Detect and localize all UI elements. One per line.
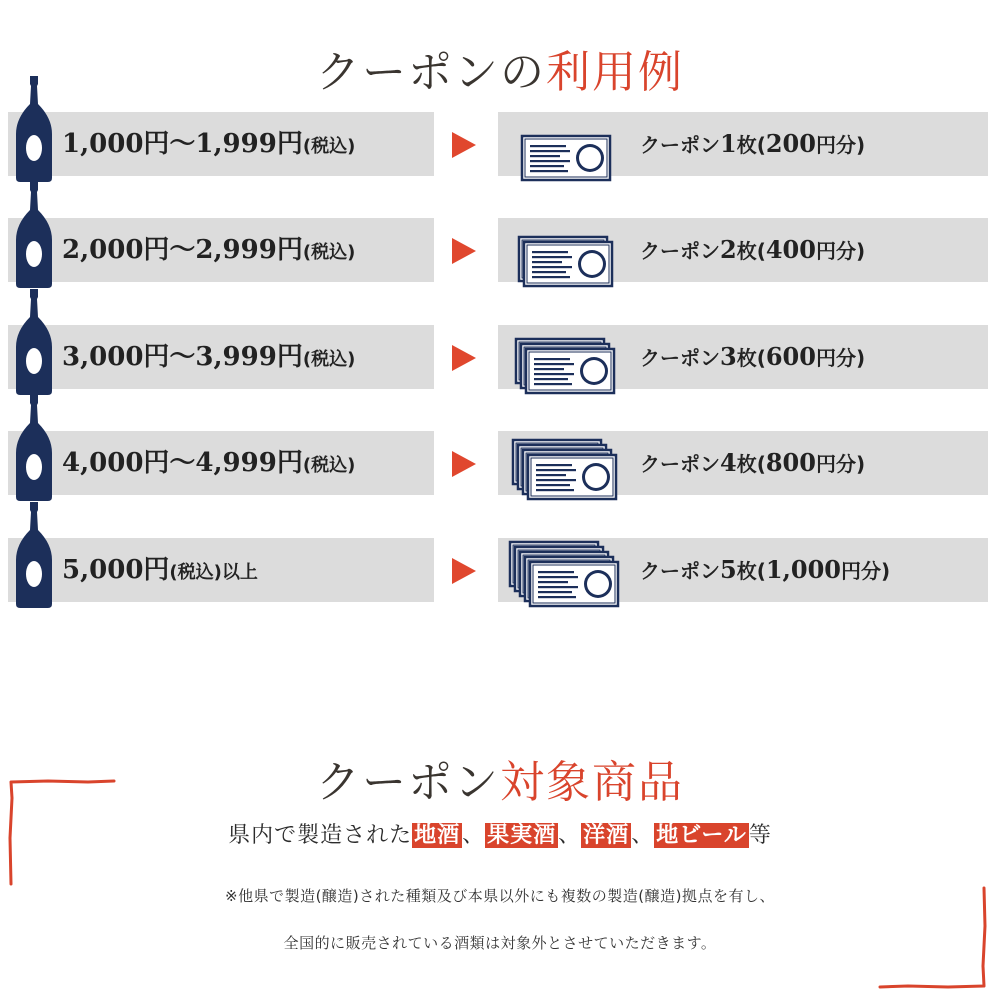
coupon-amount: クーポン5枚(1,000円分) [640,555,891,584]
coupon-ticket-icon [508,431,634,503]
triangle-right-icon [452,132,476,158]
price-range: 4,000円〜4,999円(税込) [62,448,356,478]
coupon-ticket-icon [508,112,634,184]
usage-row [0,74,1000,184]
coupon-amount: クーポン4枚(800円分) [640,448,866,477]
exclusion-note: 全国的に販売されている酒類は対象外とさせていただきます。 [283,934,717,952]
price-range: 5,000円(税込)以上 [62,555,258,585]
coupon-ticket [524,242,612,286]
triangle-right-icon [452,345,476,371]
sake-bottle-icon [14,74,54,184]
highlight-item: 果実酒 [487,823,557,848]
price-range: 3,000円〜3,999円(税込) [62,342,356,372]
price-range: 2,000円〜2,999円(税込) [62,235,356,265]
usage-title-accent: 利用例 [546,47,684,99]
usage-row [0,180,1000,290]
triangle-right-icon [452,238,476,264]
usage-title-plain: クーポンの [316,47,546,99]
sake-bottle-icon [14,393,54,503]
target-section-title [0,756,1000,808]
sake-bottle-icon [14,287,54,397]
triangle-right-icon [452,558,476,584]
coupon-ticket [522,136,610,180]
coupon-ticket [526,349,614,393]
target-products-line: 県内で製造された地酒、果実酒、洋酒、地ビール等 [228,823,772,848]
coupon-ticket-icon [508,218,634,290]
highlight-item: 洋酒 [583,823,630,848]
usage-row [0,500,1000,610]
usage-row [0,393,1000,503]
coupon-ticket-icon [508,325,634,397]
exclusion-note: ※他県で製造(醸造)された種類及び本県以外にも複数の製造(醸造)拠点を有し、 [225,887,775,905]
coupon-amount: クーポン3枚(600円分) [640,342,866,371]
target-title-accent: 対象商品 [500,756,684,808]
sake-bottle-icon [14,180,54,290]
highlight-item: 地酒 [414,823,461,848]
coupon-ticket [530,562,618,606]
coupon-amount: クーポン2枚(400円分) [640,235,866,264]
coupon-ticket [528,455,616,499]
price-range: 1,000円〜1,999円(税込) [62,129,356,159]
coupon-amount: クーポン1枚(200円分) [640,129,866,158]
usage-row [0,287,1000,397]
coupon-ticket-icon [508,538,634,610]
highlight-item: 地ビール [656,823,747,848]
sake-bottle-icon [14,500,54,610]
target-title-plain: クーポン [316,756,500,808]
triangle-right-icon [452,451,476,477]
